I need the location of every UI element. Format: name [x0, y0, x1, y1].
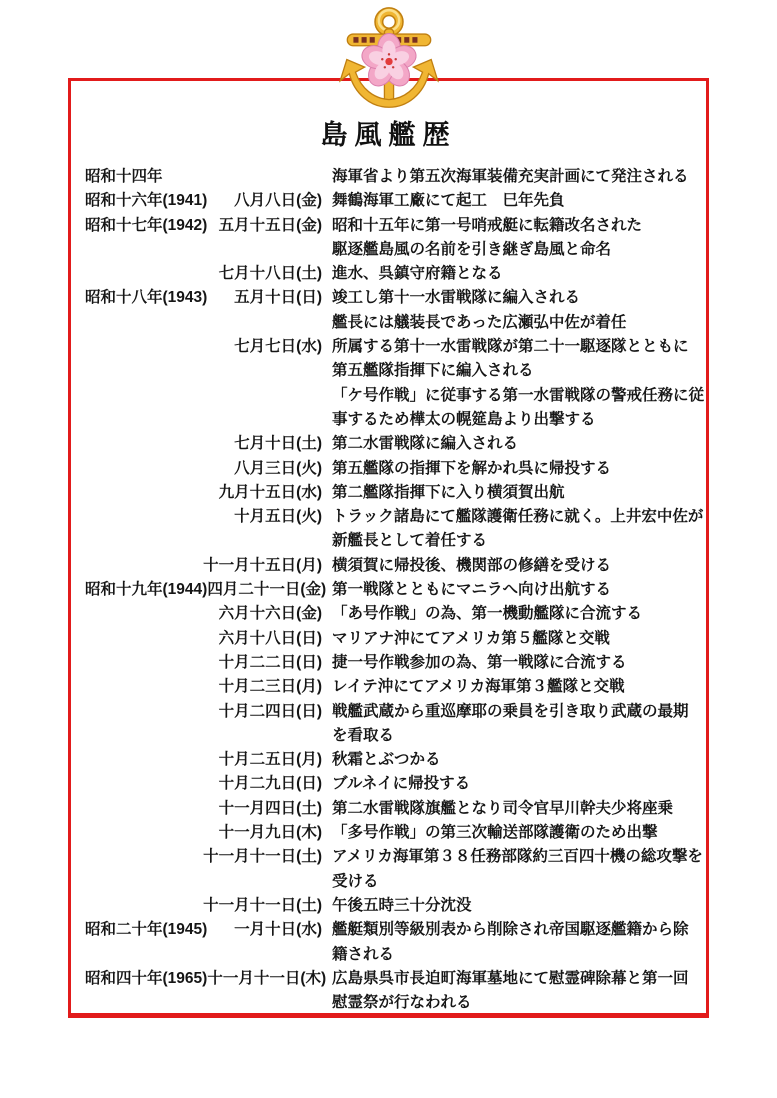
entry-date: 七月十日(土): [234, 435, 322, 453]
entry-description: [322, 335, 705, 432]
timeline-entry: [85, 627, 705, 651]
entry-description-line: 第五艦隊指揮下に編入される: [332, 362, 534, 380]
entry-description-line: 竣工し第十一水雷戦隊に編入される: [332, 289, 581, 307]
entry-date-cell: [85, 967, 327, 991]
entry-description-line: 「ケ号作戦」に従事する第一水雷戦隊の警戒任務に従: [332, 386, 705, 404]
entry-date: 九月十五日(水): [218, 483, 322, 501]
entry-date-cell: [85, 845, 322, 869]
entry-description-line: 「多号作戦」の第三次輸送部隊護衛のため出撃: [332, 824, 658, 842]
entry-date: 十一月十五日(月): [203, 556, 322, 574]
entry-date-cell: [85, 165, 322, 189]
timeline-entry: [85, 748, 705, 772]
timeline-entry: [85, 602, 705, 626]
entry-description: [322, 505, 705, 554]
entry-date-cell: [85, 457, 322, 481]
entry-description-line: 第一戦隊とともにマニラへ向け出航する: [332, 581, 612, 599]
entry-description-line: 広島県呉市長迫町海軍墓地にて慰霊碑除幕と第一回: [332, 969, 689, 987]
entry-year: 昭和四十年(1965): [85, 969, 208, 987]
timeline-entry: [85, 457, 705, 481]
entry-date-cell: [85, 286, 322, 310]
entry-description: [322, 845, 705, 894]
entry-description-line: 進水、呉鎮守府籍となる: [332, 265, 503, 283]
entry-description: [322, 748, 705, 772]
timeline-entry: [85, 894, 705, 918]
entry-description: [322, 894, 705, 918]
entry-description: [322, 457, 705, 481]
entry-date: 十一月四日(土): [218, 799, 322, 817]
entry-description-line: 海軍省より第五次海軍装備充実計画にて発注される: [332, 168, 689, 185]
entry-date: 五月十日(日): [234, 289, 322, 307]
entry-description-line: 事するため樺太の幌筵島より出撃する: [332, 410, 596, 428]
timeline-entry: [85, 578, 705, 602]
entry-date-cell: [85, 554, 322, 578]
timeline: [85, 165, 705, 1015]
entry-description-line: を看取る: [332, 726, 395, 744]
entry-date-cell: [85, 505, 322, 529]
entry-description-line: 受ける: [332, 872, 379, 890]
entry-date: 八月八日(金): [234, 192, 322, 210]
entry-date: 十一月十一日(木): [207, 969, 327, 987]
entry-date-cell: [85, 481, 322, 505]
entry-description-line: 第二艦隊指揮下に入り横須賀出航: [332, 483, 565, 501]
entry-date-cell: [85, 700, 322, 724]
entry-description-line: 捷一号作戦参加の為、第一戦隊に合流する: [332, 653, 627, 671]
entry-description: [322, 554, 705, 578]
timeline-entry: [85, 505, 705, 554]
entry-date: 六月十八日(日): [218, 629, 322, 647]
entry-description: [322, 481, 705, 505]
entry-description: [322, 651, 705, 675]
entry-date: 七月十八日(土): [218, 265, 322, 283]
timeline-entry: [85, 797, 705, 821]
entry-description-line: レイテ沖にてアメリカ海軍第３艦隊と交戦: [332, 678, 625, 696]
timeline-entry: [85, 189, 705, 213]
page-title: 島風艦歴: [320, 120, 457, 150]
entry-description: [322, 286, 705, 335]
entry-description: [322, 797, 705, 821]
entry-description-line: ブルネイに帰投する: [332, 775, 471, 793]
entry-date: 七月七日(水): [234, 338, 322, 356]
entry-description-line: 籍される: [332, 945, 395, 963]
entry-date: 十月二四日(日): [218, 702, 322, 720]
timeline-entry: [85, 651, 705, 675]
entry-year: 昭和二十年(1945): [85, 921, 208, 939]
entry-description: [322, 700, 705, 749]
entry-description: [322, 578, 705, 602]
timeline-entry: [85, 335, 705, 432]
entry-description: [322, 918, 705, 967]
entry-description: [322, 675, 705, 699]
entry-description-line: 艦艇類別等級別表から削除され帝国駆逐艦籍から除: [332, 921, 689, 939]
entry-description-line: アメリカ海軍第３８任務部隊約三百四十機の総攻撃を: [332, 848, 703, 866]
timeline-entry: [85, 918, 705, 967]
entry-description: [322, 967, 705, 1016]
entry-description: [322, 214, 705, 263]
entry-date: 十月二二日(日): [218, 653, 322, 671]
entry-description-line: 「あ号作戦」の為、第一機動艦隊に合流する: [332, 605, 643, 623]
entry-description-line: 昭和十五年に第一号哨戒艇に転籍改名された: [332, 216, 643, 234]
entry-date-cell: [85, 602, 322, 626]
entry-date-cell: [85, 821, 322, 845]
entry-description: [322, 821, 705, 845]
entry-date-cell: [85, 189, 322, 213]
timeline-entry: [85, 967, 705, 1016]
entry-description-line: 第五艦隊の指揮下を解かれ呉に帰投する: [332, 459, 612, 477]
timeline-entry: [85, 286, 705, 335]
entry-date-cell: [85, 918, 322, 942]
entry-description: [322, 262, 705, 286]
entry-description-line: 横須賀に帰投後、機関部の修繕を受ける: [332, 556, 612, 574]
timeline-entry: [85, 481, 705, 505]
entry-date-cell: [85, 214, 322, 238]
entry-description: [322, 602, 705, 626]
timeline-entry: [85, 675, 705, 699]
entry-date: 十一月十一日(土): [203, 848, 322, 866]
timeline-entry: [85, 432, 705, 456]
entry-description-line: 艦長には艤装長であった広瀬弘中佐が着任: [332, 313, 627, 331]
entry-date-cell: [85, 772, 322, 796]
entry-date: 十月二三日(月): [218, 678, 322, 696]
timeline-entry: [85, 165, 705, 189]
entry-date-cell: [85, 651, 322, 675]
entry-date: 十一月十一日(土): [203, 896, 322, 914]
entry-description: [322, 772, 705, 796]
timeline-entry: [85, 772, 705, 796]
entry-date: 十一月九日(木): [218, 824, 322, 842]
entry-description: [322, 165, 705, 189]
entry-description-line: 慰霊祭が行なわれる: [332, 994, 472, 1012]
entry-date: 八月三日(火): [234, 459, 322, 477]
entry-date-cell: [85, 432, 322, 456]
entry-date-cell: [85, 894, 322, 918]
entry-description-line: トラック諸島にて艦隊護衛任務に就く。上井宏中佐が: [332, 508, 704, 526]
entry-year: 昭和十九年(1944): [85, 581, 208, 599]
entry-description-line: 第二水雷戦隊旗艦となり司令官早川幹夫少将座乗: [332, 799, 674, 817]
entry-description: [322, 432, 705, 456]
entry-year: 昭和十八年(1943): [85, 289, 208, 307]
entry-year: 昭和十七年(1942): [85, 216, 208, 234]
timeline-entry: [85, 554, 705, 578]
timeline-entry: [85, 700, 705, 749]
entry-date: 一月十日(水): [234, 921, 322, 939]
entry-date-cell: [85, 748, 322, 772]
entry-date: 四月二十一日(金): [207, 581, 327, 599]
entry-description-line: マリアナ沖にてアメリカ第５艦隊と交戦: [332, 629, 610, 647]
entry-description-line: 舞鶴海軍工廠にて起工 巳年先負: [332, 192, 565, 210]
entry-description-line: 戦艦武蔵から重巡摩耶の乗員を引き取り武蔵の最期: [332, 702, 689, 720]
entry-description-line: 新艦長として着任する: [332, 532, 488, 550]
entry-description-line: 所属する第十一水雷戦隊が第二十一駆逐隊とともに: [332, 338, 689, 356]
entry-date-cell: [85, 578, 327, 602]
entry-year: 昭和十六年(1941): [85, 192, 208, 210]
entry-date: 十月五日(火): [234, 508, 322, 526]
entry-date: 五月十五日(金): [218, 216, 322, 234]
entry-description-line: 午後五時三十分沈没: [332, 896, 472, 914]
entry-date: 六月十六日(金): [218, 605, 322, 623]
timeline-entry: [85, 262, 705, 286]
entry-description-line: 駆逐艦島風の名前を引き継ぎ島風と命名: [332, 240, 612, 258]
timeline-entry: [85, 845, 705, 894]
entry-date-cell: [85, 262, 322, 286]
entry-date: 十月二九日(日): [218, 775, 322, 793]
entry-description-line: 第二水雷戦隊に編入される: [332, 435, 519, 453]
entry-year: 昭和十四年: [85, 168, 163, 185]
timeline-entry: [85, 821, 705, 845]
entry-date: 十月二五日(月): [218, 751, 322, 769]
entry-description: [322, 627, 705, 651]
entry-date-cell: [85, 627, 322, 651]
entry-date-cell: [85, 335, 322, 359]
entry-date-cell: [85, 675, 322, 699]
entry-description-line: 秋霜とぶつかる: [332, 751, 441, 769]
entry-date-cell: [85, 797, 322, 821]
anchor-cherry-blossom-icon: [328, 2, 450, 120]
timeline-entry: [85, 214, 705, 263]
entry-description: [322, 189, 705, 213]
